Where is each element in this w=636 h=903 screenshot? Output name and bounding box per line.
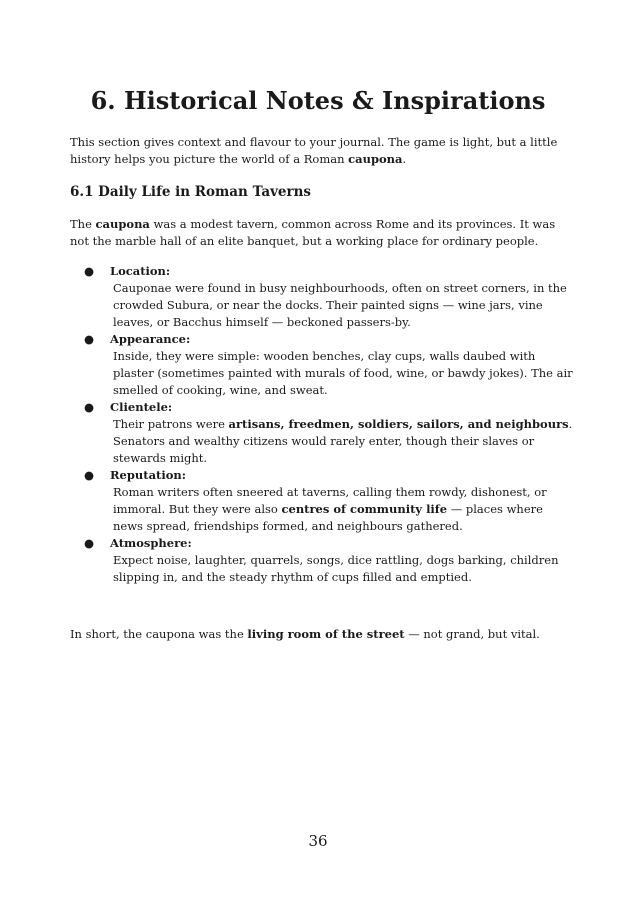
tavern-facts-list bbox=[84, 263, 574, 586]
list-item-text-part: Expect noise, laughter, quarrels, songs, dice rattling, dogs barking, children slipping in, and the steady rhythm of cups filled and emptied. bbox=[113, 553, 559, 584]
intro-text-end: . bbox=[402, 152, 407, 166]
list-item-bold-part: centres of community life bbox=[281, 502, 448, 516]
bullet-icon: ● bbox=[84, 332, 95, 346]
list-item-heading: Atmosphere: bbox=[110, 536, 192, 550]
section-intro-paragraph bbox=[70, 216, 566, 250]
summary-paragraph bbox=[70, 626, 566, 643]
summary-text-end: — not grand, but vital. bbox=[404, 627, 540, 641]
list-item-heading: Reputation: bbox=[110, 468, 186, 482]
list-item-text-part: Roman writers often sneered at taverns, calling them rowdy, dishonest, or immoral. But they were also bbox=[113, 485, 547, 516]
intro-bold-term: caupona bbox=[348, 152, 403, 166]
summary-bold-phrase: living room of the street bbox=[247, 627, 405, 641]
bullet-icon: ● bbox=[84, 400, 95, 414]
bullet-icon: ● bbox=[84, 264, 95, 278]
list-item-text bbox=[110, 280, 574, 331]
list-item-appearance bbox=[84, 331, 574, 399]
page-number: 36 bbox=[308, 832, 328, 850]
list-item-text-part: Inside, they were simple: wooden benches, clay cups, walls daubed with plaster (sometimes painted with murals of food, wine, or bawdy jokes). The air smelled of cooking, wine, and sweat. bbox=[113, 349, 573, 397]
list-item-atmosphere bbox=[84, 535, 574, 586]
list-item-text bbox=[110, 484, 574, 535]
section-intro-text: The bbox=[70, 217, 96, 231]
intro-paragraph bbox=[70, 134, 566, 168]
bullet-icon: ● bbox=[84, 536, 95, 550]
list-item-text-part: Their patrons were bbox=[113, 417, 229, 431]
list-item-text-end: . Senators and wealthy citizens would rarely enter, though their slaves or stewards might. bbox=[113, 417, 573, 465]
section-intro-bold-term: caupona bbox=[95, 217, 150, 231]
list-item-heading: Location: bbox=[110, 264, 171, 278]
list-item-text bbox=[110, 416, 574, 467]
summary-text: In short, the caupona was the bbox=[70, 627, 248, 641]
list-item-text bbox=[110, 348, 574, 399]
list-item-clientele bbox=[84, 399, 574, 467]
page-title: 6. Historical Notes & Inspirations bbox=[90, 86, 546, 115]
list-item-bold-part: artisans, freedmen, soldiers, sailors, and neighbours bbox=[228, 417, 569, 431]
list-item-text bbox=[110, 552, 574, 586]
list-item-location bbox=[84, 263, 574, 331]
section-heading: 6.1 Daily Life in Roman Taverns bbox=[70, 184, 312, 200]
list-item-heading: Clientele: bbox=[110, 400, 173, 414]
list-item-reputation bbox=[84, 467, 574, 535]
bullet-icon: ● bbox=[84, 468, 95, 482]
list-item-text-end: — places where news spread, friendships formed, and neighbours gathered. bbox=[113, 502, 543, 533]
list-item-text-part: Cauponae were found in busy neighbourhoods, often on street corners, in the crowded Subura, or near the docks. Their painted signs — wine jars, vine leaves, or Bacchus himself — beckoned passers-by. bbox=[113, 281, 567, 329]
intro-text: This section gives context and flavour to your journal. The game is light, but a little history helps you picture the world of a Roman bbox=[70, 135, 558, 166]
section-intro-text-end: was a modest tavern, common across Rome and its provinces. It was not the marble hall of an elite banquet, but a working place for ordinary people. bbox=[70, 217, 556, 248]
list-item-heading: Appearance: bbox=[110, 332, 191, 346]
